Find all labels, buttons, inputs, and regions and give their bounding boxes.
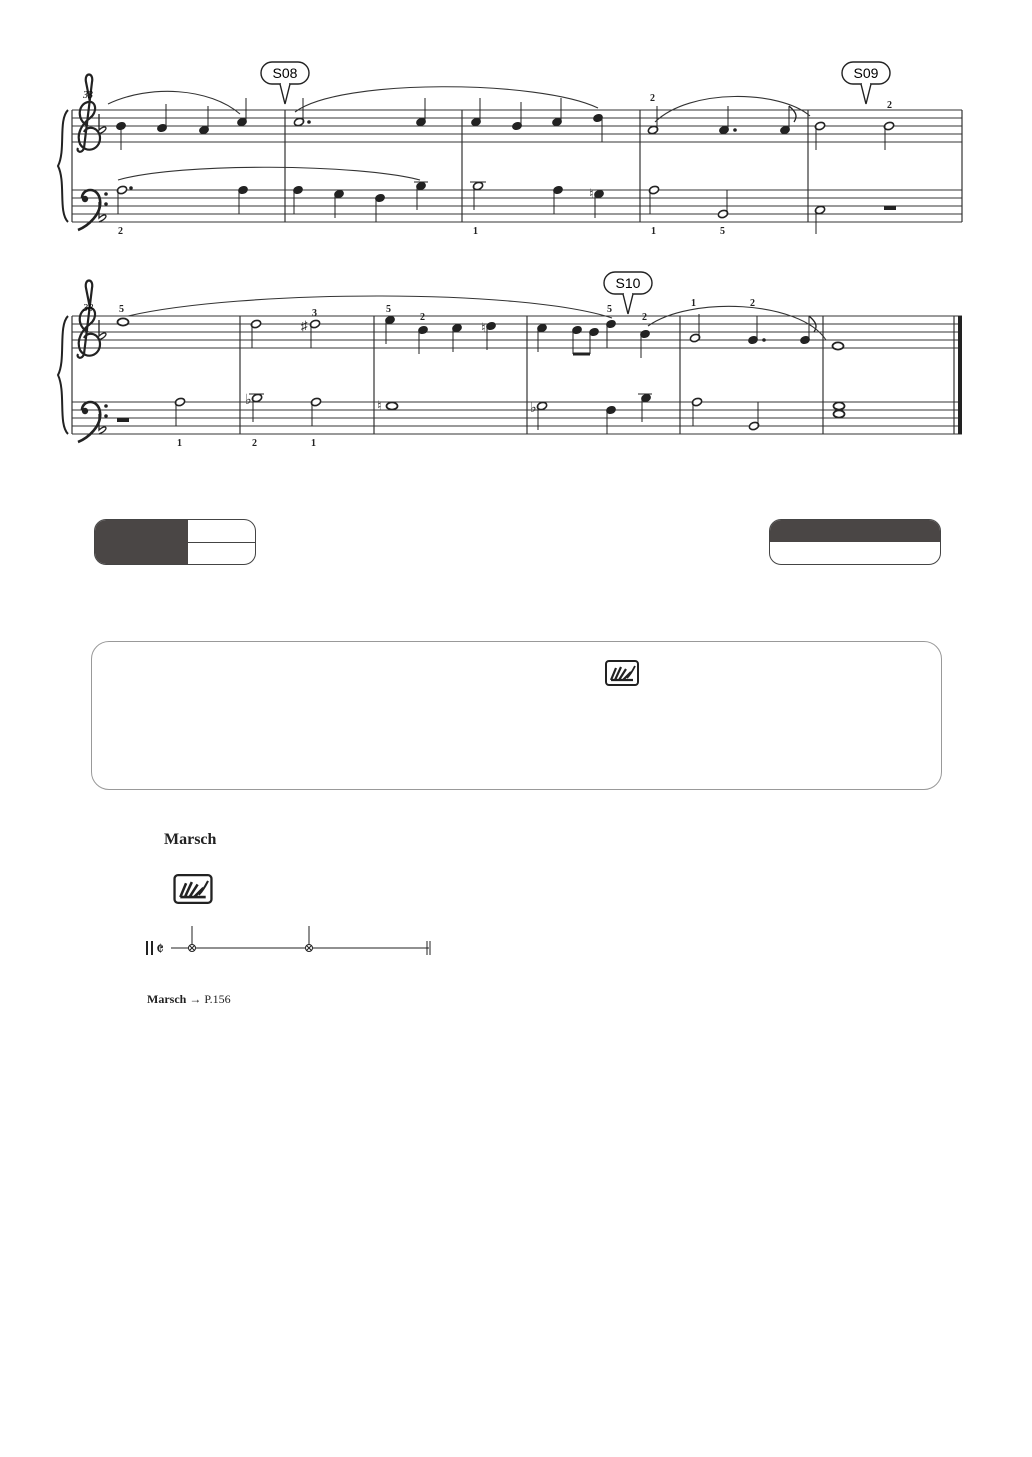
svg-text:♮: ♮ <box>481 320 486 335</box>
bass-clef <box>78 402 108 442</box>
half-rest <box>117 418 129 422</box>
exercise-title: Marsch <box>164 831 217 848</box>
slurs <box>128 296 826 340</box>
clapping-hands-icon <box>605 660 639 686</box>
staff-lines <box>72 316 962 434</box>
section-tag-right <box>769 519 941 565</box>
svg-text:2: 2 <box>252 438 257 449</box>
svg-text:2: 2 <box>642 312 647 323</box>
clapping-hands-icon <box>173 874 213 904</box>
svg-text:5: 5 <box>119 304 124 315</box>
svg-text:♯: ♯ <box>301 318 308 333</box>
svg-text:1: 1 <box>651 226 656 237</box>
reference-title: Marsch <box>147 992 187 1006</box>
whole-note <box>118 318 129 325</box>
svg-text:S09: S09 <box>853 65 879 81</box>
svg-text:S08: S08 <box>272 65 298 81</box>
svg-text:1: 1 <box>177 438 182 449</box>
key-signature-flat <box>99 114 106 134</box>
arrow-icon: → <box>189 992 202 1006</box>
svg-text:♮: ♮ <box>589 186 594 201</box>
system-1 <box>58 62 962 237</box>
svg-text:1: 1 <box>311 438 316 449</box>
whole-note <box>833 342 844 349</box>
treble-clef <box>78 281 100 358</box>
bass-notes <box>116 181 896 234</box>
marker-s09 <box>842 62 890 104</box>
treble-notes-m5 <box>814 121 894 150</box>
svg-text:2: 2 <box>887 100 892 111</box>
svg-text:5: 5 <box>386 304 391 315</box>
music-score <box>0 0 1032 470</box>
svg-text:2: 2 <box>420 312 425 323</box>
svg-text:2: 2 <box>118 226 123 237</box>
svg-text:3: 3 <box>312 308 317 319</box>
info-box <box>91 641 942 790</box>
rhythm-staff <box>145 925 445 961</box>
svg-text:♮: ♮ <box>377 398 382 413</box>
svg-text:5: 5 <box>607 304 612 315</box>
page-reference <box>147 992 231 1007</box>
key-signature-flat <box>99 320 106 340</box>
final-barline <box>958 316 962 434</box>
grand-staff-brace <box>58 110 68 222</box>
bass-notes <box>117 393 845 434</box>
svg-text:5: 5 <box>720 226 725 237</box>
measure-number: 38 <box>83 303 93 314</box>
marker-s08 <box>261 62 309 104</box>
svg-text:♭: ♭ <box>245 393 252 408</box>
svg-text:2: 2 <box>650 93 655 104</box>
treble-notes-m3 <box>471 98 604 142</box>
reference-page: P.156 <box>204 992 231 1006</box>
bass-clef <box>78 190 108 230</box>
tag-dark-panel <box>95 520 188 564</box>
cut-time-signature: 𝄵 <box>156 939 165 959</box>
section-tag-left <box>94 519 256 565</box>
svg-text:S10: S10 <box>615 275 641 291</box>
svg-text:1: 1 <box>691 298 696 309</box>
measure-number: 33 <box>83 90 93 101</box>
half-rest <box>884 206 896 210</box>
slurs <box>108 87 810 180</box>
rhythm-note <box>189 926 196 952</box>
grand-staff-brace <box>58 316 68 434</box>
treble-clef <box>78 75 100 152</box>
treble-notes <box>118 314 844 358</box>
tag-dark-panel <box>770 520 940 542</box>
svg-text:♭: ♭ <box>530 401 537 416</box>
fingerings <box>118 93 892 237</box>
rhythm-note <box>306 926 313 952</box>
svg-text:2: 2 <box>750 298 755 309</box>
tag-divider <box>188 542 255 543</box>
system-2 <box>58 272 962 449</box>
svg-text:1: 1 <box>473 226 478 237</box>
